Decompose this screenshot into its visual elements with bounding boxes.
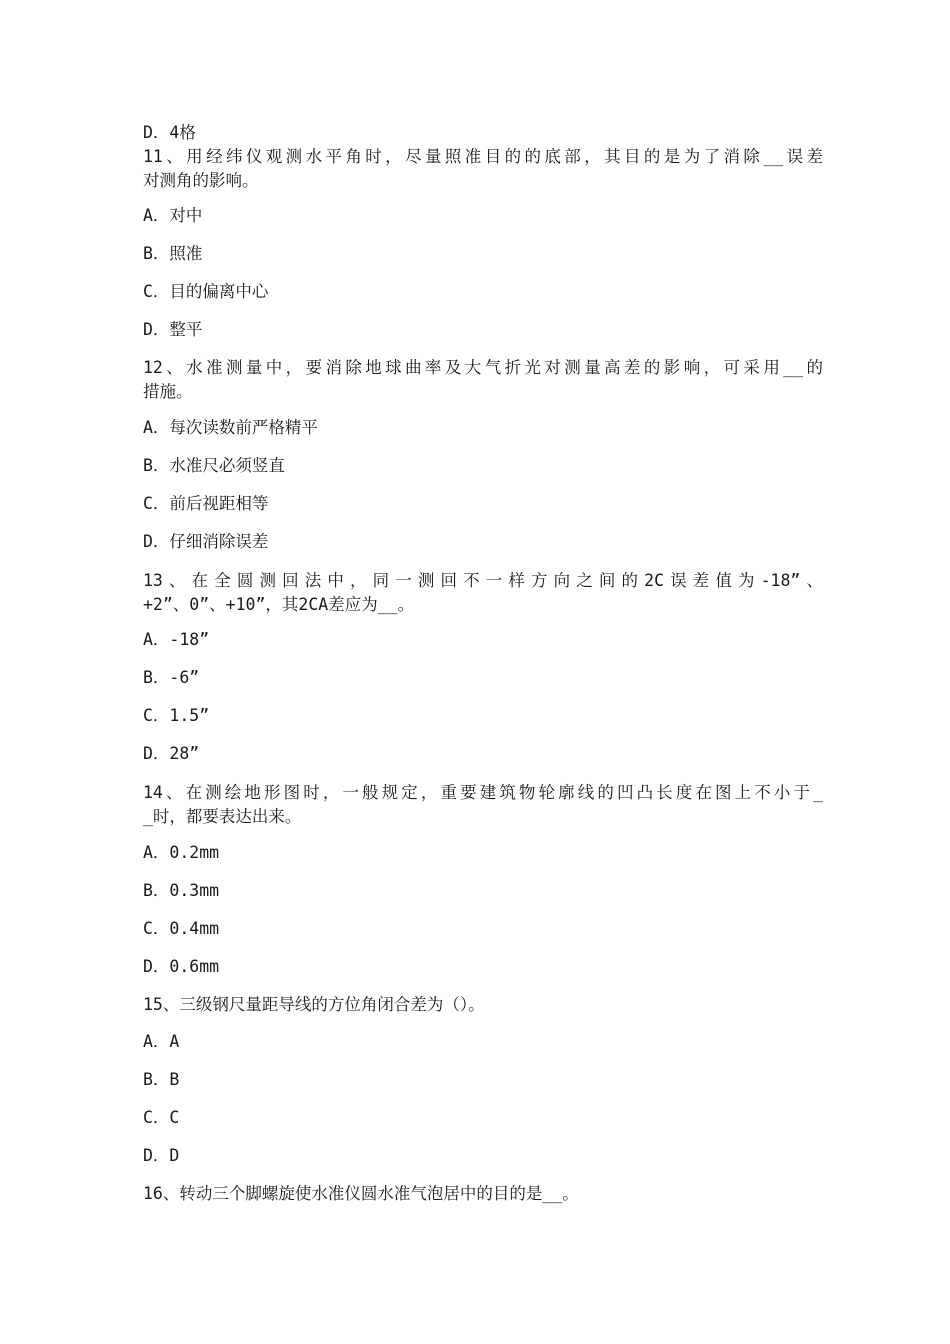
option-d-q10: D．4格 — [143, 123, 196, 142]
option-d-q15: D．D — [143, 1146, 180, 1165]
option-a-q14: A．0.2mm — [143, 843, 220, 862]
option-c-q11: C．目的偏离中心 — [143, 282, 269, 301]
option-d-q11: D．整平 — [143, 320, 203, 339]
question-12-line-2: 措施。 — [143, 382, 193, 401]
option-c-q14: C．0.4mm — [143, 919, 220, 938]
question-12-line-1: 12、水准测量中，要消除地球曲率及大气折光对测量高差的影响，可采用__的 — [143, 358, 823, 377]
option-a-q11: A．对中 — [143, 206, 203, 225]
option-b-q13: B．-6” — [143, 668, 200, 687]
question-11-line-2: 对测角的影响。 — [143, 171, 259, 190]
option-c-q15: C．C — [143, 1108, 180, 1127]
option-a-q13: A．-18” — [143, 630, 210, 649]
option-a-q15: A．A — [143, 1032, 180, 1051]
option-b-q15: B．B — [143, 1070, 180, 1089]
question-13-line-1: 13、在全圆测回法中，同一测回不一样方向之间的2C误差值为-18”、 — [143, 571, 823, 590]
option-d-q12: D．仔细消除误差 — [143, 532, 269, 551]
option-a-q12: A．每次读数前严格精平 — [143, 418, 318, 437]
option-b-q11: B．照准 — [143, 244, 203, 263]
option-b-q14: B．0.3mm — [143, 881, 220, 900]
option-c-q12: C．前后视距相等 — [143, 494, 269, 513]
question-15: 15、三级钢尺量距导线的方位角闭合差为（）。 — [143, 995, 485, 1014]
option-c-q13: C．1.5” — [143, 706, 210, 725]
question-14-line-2: _时，都要表达出来。 — [143, 807, 302, 826]
question-13-line-2: +2”、0”、+10”，其2CA差应为__。 — [143, 595, 415, 614]
option-b-q12: B．水准尺必须竖直 — [143, 456, 285, 475]
question-11-line-1: 11、用经纬仪观测水平角时，尽量照准目的的底部，其目的是为了消除__误差 — [143, 147, 823, 166]
option-d-q13: D．28” — [143, 744, 200, 763]
question-14-line-1: 14、在测绘地形图时，一般规定，重要建筑物轮廓线的凹凸长度在图上不小于_ — [143, 783, 823, 802]
question-16: 16、转动三个脚螺旋使水准仪圆水准气泡居中的目的是__。 — [143, 1184, 579, 1203]
option-d-q14: D．0.6mm — [143, 957, 220, 976]
